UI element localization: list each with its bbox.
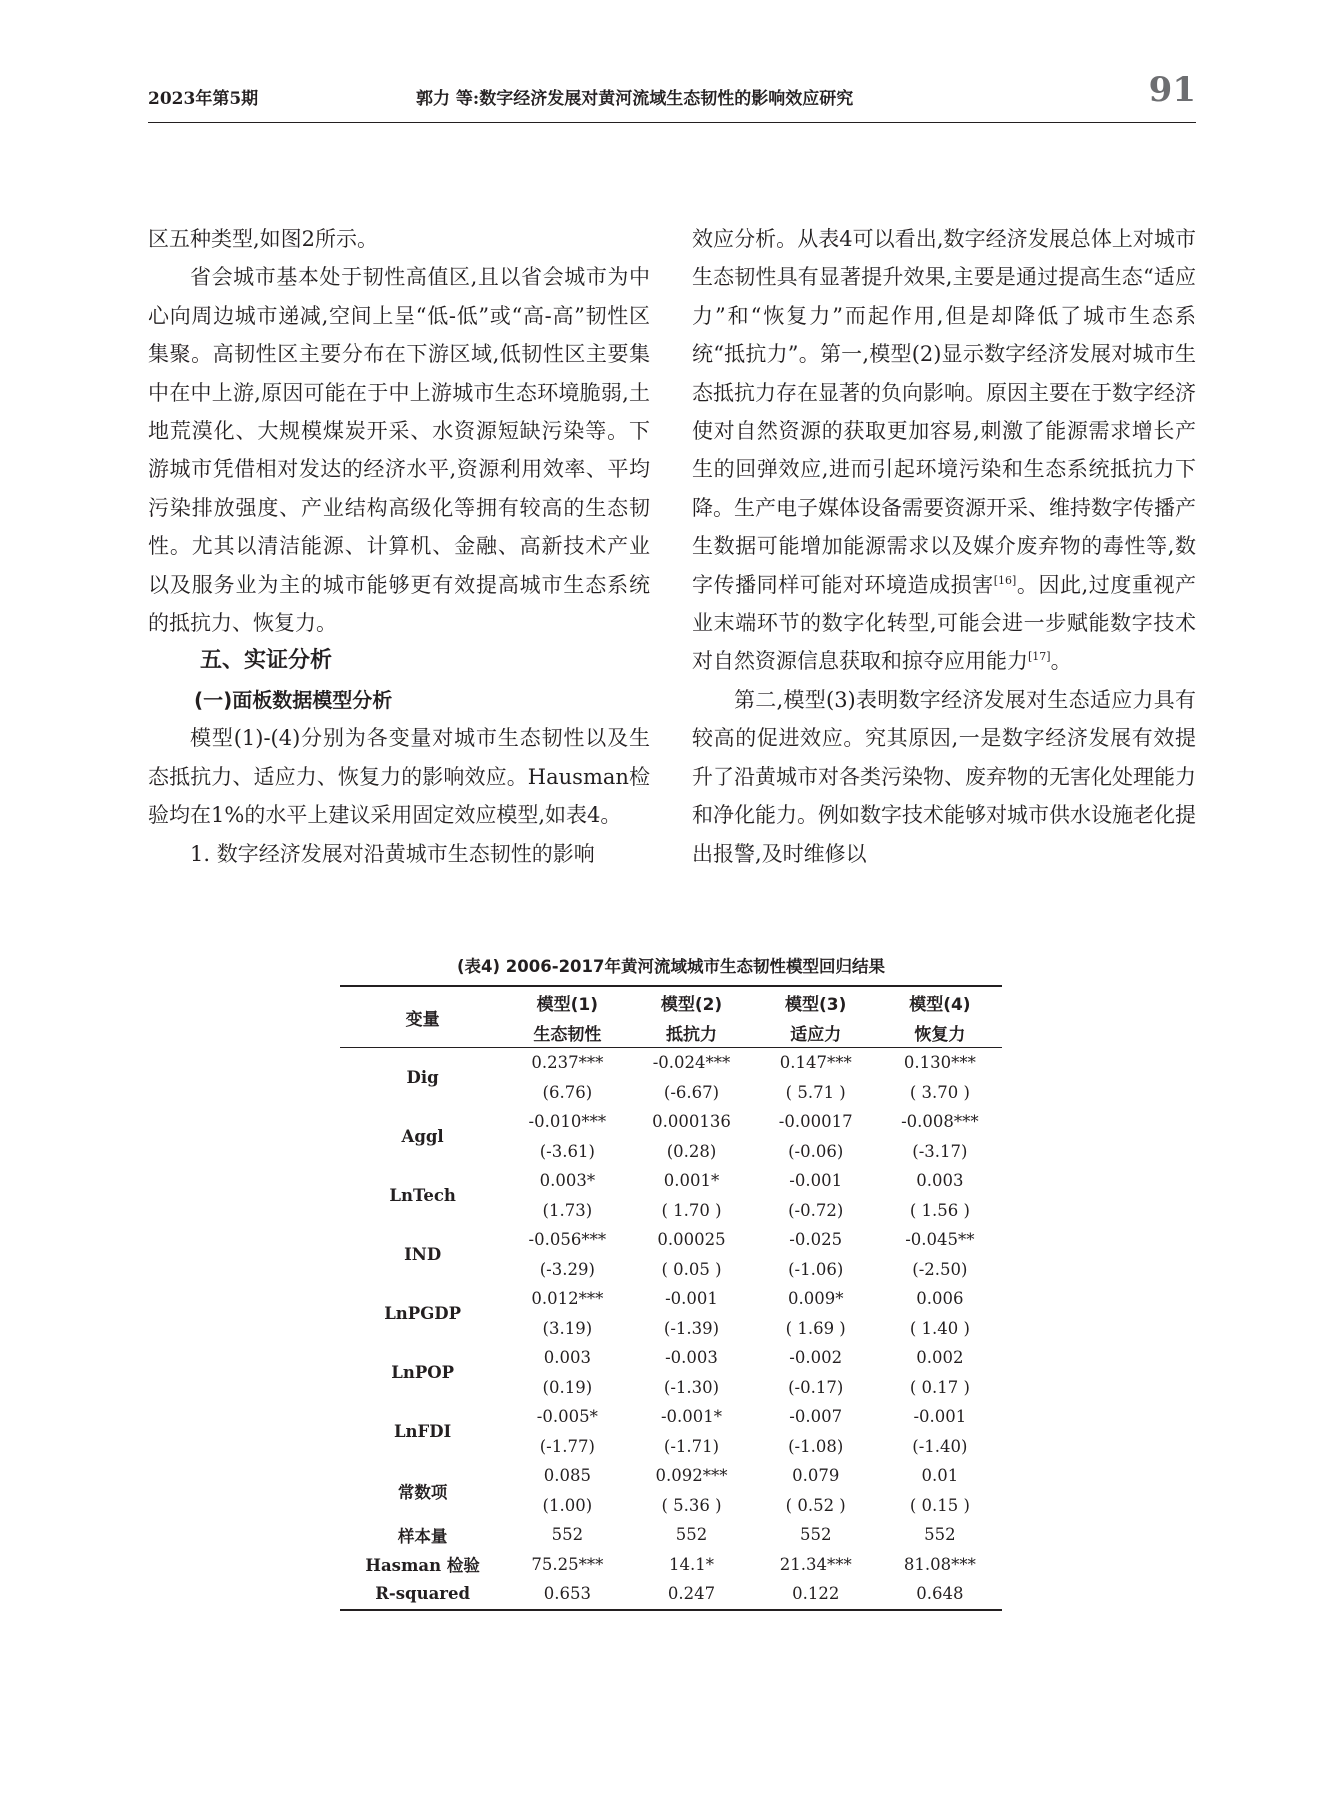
dependent-header: 生态韧性 xyxy=(505,1017,629,1048)
table-row xyxy=(340,1107,1002,1137)
model-header: 模型(1) xyxy=(536,994,599,1015)
coefficient-cell: -0.002 xyxy=(789,1348,843,1368)
stat-cell: 552 xyxy=(924,1525,956,1545)
variable-name: Aggl xyxy=(401,1127,444,1146)
table-row xyxy=(340,1284,1002,1314)
t-stat-cell: (3.19) xyxy=(542,1318,593,1338)
table-row xyxy=(340,1166,1002,1196)
coefficient-cell: 0.002 xyxy=(916,1348,964,1368)
page-number: 91 xyxy=(1148,70,1196,110)
t-stat-cell: ( 5.36 ) xyxy=(661,1495,722,1515)
coefficient-cell: -0.010*** xyxy=(528,1112,607,1132)
table-row xyxy=(340,1402,1002,1432)
stat-cell: 0.122 xyxy=(792,1584,840,1604)
section-heading: 五、实证分析 xyxy=(200,648,333,674)
coefficient-cell: 0.003 xyxy=(543,1348,591,1368)
issue-label: 2023年第5期 xyxy=(148,89,259,109)
coefficient-cell: -0.00017 xyxy=(778,1112,853,1132)
table-row xyxy=(340,1520,1002,1550)
coefficient-cell: -0.001 xyxy=(913,1407,967,1427)
table-header-row xyxy=(340,986,1002,1017)
left-column xyxy=(148,220,650,873)
coefficient-cell: 0.237*** xyxy=(531,1053,604,1073)
t-stat-cell: ( 1.56 ) xyxy=(909,1200,970,1220)
coefficient-cell: -0.001 xyxy=(665,1289,718,1309)
regression-table xyxy=(340,985,1002,1611)
t-stat-cell: (-1.77) xyxy=(539,1436,595,1456)
t-stat-cell: ( 1.70 ) xyxy=(661,1200,722,1220)
stat-cell: 0.648 xyxy=(916,1584,964,1604)
paragraph: 第二,模型(3)表明数字经济发展对生态适应力具有较高的促进效应。究其原因,一是数字经济发展有效提升了沿黄城市对各类污染物、废弃物的无害化处理能力和净化能力。例如数字技术能够对城市供水设施老化提出报警,及时维修以 xyxy=(692,687,1196,866)
subsection-heading: (一)面板数据模型分析 xyxy=(194,687,393,712)
t-stat-cell: (1.73) xyxy=(542,1200,593,1220)
coefficient-cell: -0.008*** xyxy=(901,1112,979,1132)
dependent-header: 抵抗力 xyxy=(629,1017,753,1048)
coefficient-cell: 0.00025 xyxy=(657,1230,726,1250)
stat-cell: 14.1* xyxy=(669,1554,715,1574)
table-row xyxy=(340,1343,1002,1373)
t-stat-cell: (-0.17) xyxy=(788,1377,844,1397)
model-header: 模型(2) xyxy=(660,994,723,1015)
coefficient-cell: -0.025 xyxy=(789,1230,843,1250)
coefficient-cell: -0.024*** xyxy=(652,1053,731,1073)
coefficient-cell: 0.079 xyxy=(792,1466,840,1486)
paragraph: 1. 数字经济发展对沿黄城市生态韧性的影响 xyxy=(190,841,595,866)
coefficient-cell: 0.000136 xyxy=(652,1112,731,1132)
stat-cell: 0.247 xyxy=(667,1584,716,1604)
variable-name: LnTech xyxy=(389,1186,456,1205)
paragraph-text: 效应分析。从表4可以看出,数字经济发展总体上对城市生态韧性具有显著提升效果,主要是通过提高生态“适应力”和“恢复力”而起作用,但是却降低了城市生态系统“抵抗力”。第一,模型(2)显示数字经济发展对城市生态抵抗力存在显著的负向影响。原因主要在于数字经济使对自然资源的获取更加容易,刺激了能源需求增长产生的回弹效应,进而引起环境污染和生态系统抵抗力下降。生产电子媒体设备需要资源开采、维持数字传播产生数据可能增加能源需求以及媒介废弃物的毒性等,数字传播同样可能对环境造成损害 xyxy=(692,227,1196,597)
right-column xyxy=(692,220,1196,873)
t-stat-cell: (-1.08) xyxy=(788,1436,844,1456)
variable-name: Hasman 检验 xyxy=(365,1556,480,1576)
table-row xyxy=(340,1461,1002,1491)
coefficient-cell: -0.003 xyxy=(665,1348,718,1368)
t-stat-cell: (-1.30) xyxy=(663,1377,720,1397)
t-stat-cell: (-3.29) xyxy=(539,1259,595,1279)
t-stat-cell: (6.76) xyxy=(542,1082,593,1102)
table-row xyxy=(340,1550,1002,1580)
stat-cell: 21.34*** xyxy=(779,1554,852,1574)
dependent-header: 恢复力 xyxy=(878,1017,1002,1048)
t-stat-cell: ( 3.70 ) xyxy=(909,1082,970,1102)
model-header: 模型(4) xyxy=(909,994,971,1015)
variable-name: LnFDI xyxy=(393,1422,452,1441)
variable-name: 样本量 xyxy=(397,1526,448,1546)
coefficient-cell: 0.001* xyxy=(663,1171,720,1191)
paragraph: 模型(1)-(4)分别为各变量对城市生态韧性以及生态抵抗力、适应力、恢复力的影响效应。Hausman检验均在1%的水平上建议采用固定效应模型,如表4。 xyxy=(148,726,650,828)
coefficient-cell: -0.005* xyxy=(536,1407,598,1427)
coefficient-cell: 0.009* xyxy=(787,1289,844,1309)
t-stat-cell: (-6.67) xyxy=(663,1082,720,1102)
coefficient-cell: -0.007 xyxy=(789,1407,843,1427)
coefficient-cell: 0.147*** xyxy=(779,1053,852,1073)
variable-name: LnPOP xyxy=(391,1363,455,1382)
table-row xyxy=(340,1579,1002,1610)
paragraph: 区五种类型,如图2所示。 xyxy=(148,227,379,251)
t-stat-cell: (-1.40) xyxy=(912,1436,968,1456)
coefficient-cell: -0.056*** xyxy=(528,1230,607,1250)
coefficient-cell: -0.001* xyxy=(660,1407,723,1427)
paragraph-text: 。因此,过度重视产业末端环节的数字化转型,可能会进一步赋能数字技术对自然资源信息获取和掠夺应用能力 xyxy=(692,572,1196,674)
citation-ref[interactable]: [17] xyxy=(1028,650,1051,664)
t-stat-cell: ( 0.15 ) xyxy=(909,1495,970,1515)
variable-name: R-squared xyxy=(375,1584,471,1604)
stat-cell: 552 xyxy=(551,1525,584,1545)
coefficient-cell: 0.003 xyxy=(916,1171,964,1191)
running-title: 郭力 等:数字经济发展对黄河流域生态韧性的影响效应研究 xyxy=(416,89,854,109)
paragraph xyxy=(692,220,1196,681)
t-stat-cell: (-0.06) xyxy=(788,1141,844,1161)
table-body xyxy=(340,1048,1002,1610)
table-row xyxy=(340,1225,1002,1255)
coefficient-cell: 0.130*** xyxy=(903,1053,976,1073)
t-stat-cell: (-1.71) xyxy=(663,1436,720,1456)
coefficient-cell: -0.045** xyxy=(905,1230,975,1250)
table-caption: (表4) 2006-2017年黄河流域城市生态韧性模型回归结果 xyxy=(456,957,885,976)
stat-cell: 81.08*** xyxy=(903,1554,976,1574)
coefficient-cell: 0.006 xyxy=(916,1289,964,1309)
t-stat-cell: (-1.06) xyxy=(788,1259,844,1279)
t-stat-cell: ( 0.52 ) xyxy=(785,1495,846,1515)
variable-name: 常数项 xyxy=(397,1482,448,1502)
t-stat-cell: (-1.39) xyxy=(663,1318,720,1338)
t-stat-cell: ( 0.05 ) xyxy=(661,1259,722,1279)
running-header xyxy=(148,70,1196,123)
stat-cell: 552 xyxy=(675,1525,708,1545)
citation-ref[interactable]: [16] xyxy=(993,573,1017,587)
t-stat-cell: ( 1.69 ) xyxy=(785,1318,846,1338)
paragraph: 省会城市基本处于韧性高值区,且以省会城市为中心向周边城市递减,空间上呈“低-低”或“高-高”韧性区集聚。高韧性区主要分布在下游区域,低韧性区主要集中在中上游,原因可能在于中上游城市生态环境脆弱,土地荒漠化、大规模煤炭开采、水资源短缺污染等。下游城市凭借相对发达的经济水平,资源利用效率、平均污染排放强度、产业结构高级化等拥有较高的生态韧性。尤其以清洁能源、计算机、金融、高新技术产业以及服务业为主的城市能够更有效提高城市生态系统的抵抗力、恢复力。 xyxy=(148,265,650,636)
coefficient-cell: 0.003* xyxy=(539,1171,596,1191)
t-stat-cell: (-0.72) xyxy=(788,1200,844,1220)
t-stat-cell: (-2.50) xyxy=(912,1259,968,1279)
dependent-header: 适应力 xyxy=(754,1017,878,1048)
variable-name: IND xyxy=(404,1245,442,1264)
variable-name: Dig xyxy=(406,1068,439,1087)
stat-cell: 552 xyxy=(799,1525,832,1545)
variable-header: 变量 xyxy=(340,986,505,1048)
t-stat-cell: ( 1.40 ) xyxy=(909,1318,970,1338)
t-stat-cell: ( 5.71 ) xyxy=(785,1082,846,1102)
coefficient-cell: 0.012*** xyxy=(531,1289,604,1309)
t-stat-cell: ( 0.17 ) xyxy=(909,1377,970,1397)
coefficient-cell: 0.092*** xyxy=(655,1466,728,1486)
model-header: 模型(3) xyxy=(785,994,847,1015)
table-row xyxy=(340,1048,1002,1078)
paragraph-text: 。 xyxy=(1050,649,1072,674)
t-stat-cell: (-3.17) xyxy=(912,1141,968,1161)
t-stat-cell: (0.19) xyxy=(542,1377,593,1397)
coefficient-cell: 0.01 xyxy=(921,1466,959,1486)
t-stat-cell: (0.28) xyxy=(666,1141,717,1161)
coefficient-cell: 0.085 xyxy=(543,1466,591,1486)
t-stat-cell: (1.00) xyxy=(542,1495,593,1515)
variable-name: LnPGDP xyxy=(384,1304,462,1323)
t-stat-cell: (-3.61) xyxy=(539,1141,595,1161)
stat-cell: 0.653 xyxy=(543,1584,591,1604)
coefficient-cell: -0.001 xyxy=(789,1171,843,1191)
stat-cell: 75.25*** xyxy=(531,1554,604,1574)
